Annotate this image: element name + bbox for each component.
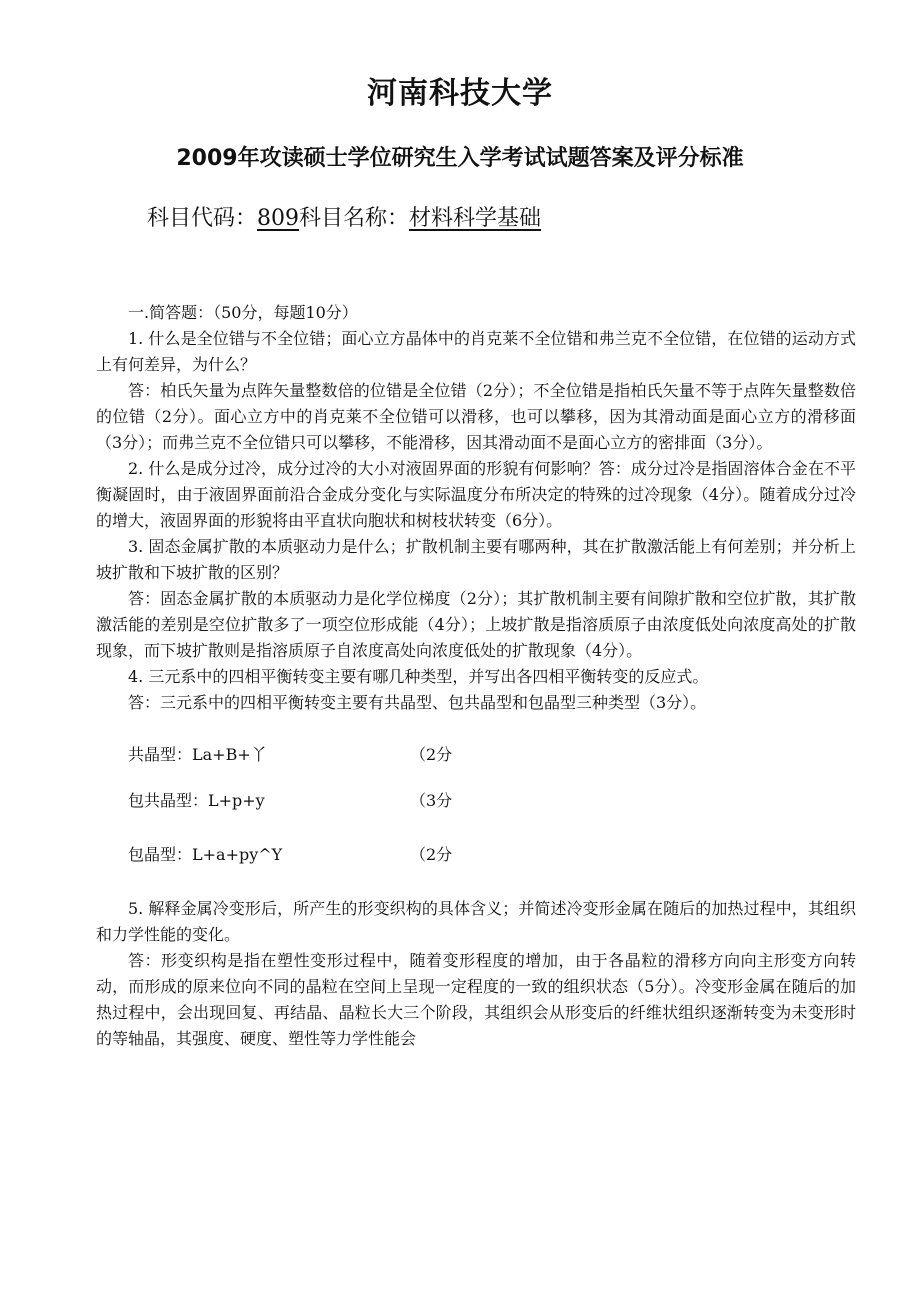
answer-5: 答：形变织构是指在塑性变形过程中，随着变形程度的增加，由于各晶粒的滑移方向向主形变方向转动，而形成的原来位向不同的晶粒在空间上呈现一定程度的一致的组织状态（5分）。冷变形金属在随后的加热过程中，会出现回复、再结晶、晶粒长大三个阶段，其组织会从形变后的纤维状组织逐渐转变为未变形时的等轴晶，其强度、硬度、塑性等力学性能会 — [96, 951, 856, 1048]
subject-code: 809 — [257, 206, 300, 231]
question-answer-2: 2. 什么是成分过冷，成分过冷的大小对液固界面的形貌有何影响？答：成分过冷是指固溶体合金在不平衡凝固时，由于液固界面前沿合金成分变化与实际温度分布所决定的特殊的过冷现象（4分）。随着成分过冷的增大，液固界面的形貌将由平直状向胞状和树枝状转变（6分）。 — [96, 459, 856, 530]
formula-eutectic — [96, 742, 856, 768]
question-3: 3. 固态金属扩散的本质驱动力是什么；扩散机制主要有哪两种，其在扩散激活能上有何差别；并分析上坡扩散和下坡扩散的区别？ — [96, 537, 856, 582]
exam-title: 2009年攻读硕士学位研究生入学考试试题答案及评分标准 — [176, 146, 744, 171]
university-title: 河南科技大学 — [367, 76, 553, 111]
formula-score: （3分 — [410, 791, 453, 810]
formula-score: （2分 — [410, 745, 453, 764]
subject-name-label: 科目名称： — [299, 206, 410, 231]
subject-code-label: 科目代码： — [147, 206, 258, 231]
question-5: 5. 解释金属冷变形后，所产生的形变织构的具体含义；并简述冷变形金属在随后的加热过程中，其组织和力学性能的变化。 — [96, 899, 856, 944]
subject-line — [147, 202, 541, 236]
formula-peritectic-eutectic — [96, 788, 856, 814]
answer-1: 答：柏氏矢量为点阵矢量整数倍的位错是全位错（2分）；不全位错是指柏氏矢量不等于点阵矢量整数倍的位错（2分）。面心立方中的肖克莱不全位错可以滑移，也可以攀移，因为其滑动面是面心立方的滑移面（3分）；而弗兰克不全位错只可以攀移，不能滑移，因其滑动面不是面心立方的密排面（3分）。 — [96, 381, 856, 452]
formula-peritectic — [96, 842, 856, 868]
section-heading: 一.简答题：（50分，每题10分） — [128, 303, 358, 322]
subject-name: 材料科学基础 — [409, 206, 542, 231]
question-4: 4. 三元系中的四相平衡转变主要有哪几种类型，并写出各四相平衡转变的反应式。 — [128, 667, 709, 686]
answer-4: 答：三元系中的四相平衡转变主要有共晶型、包共晶型和包晶型三种类型（3分）。 — [128, 693, 707, 712]
answer-content — [96, 300, 856, 1052]
formula-label: 包晶型：L+a+py^Y — [128, 845, 283, 864]
answer-3: 答：固态金属扩散的本质驱动力是化学位梯度（2分）；其扩散机制主要有间隙扩散和空位扩散，其扩散激活能的差别是空位扩散多了一项空位形成能（4分）；上坡扩散是指溶质原子由浓度低处向浓度高处的扩散现象，而下坡扩散则是指溶质原子自浓度高处向浓度低处的扩散现象（4分）。 — [96, 589, 856, 660]
formula-score: （2分 — [410, 845, 453, 864]
question-1: 1. 什么是全位错与不全位错；面心立方晶体中的肖克莱不全位错和弗兰克不全位错，在位错的运动方式上有何差异，为什么？ — [96, 329, 856, 374]
formula-label: 共晶型：La+B+丫 — [128, 745, 267, 764]
formula-label: 包共晶型：L+p+y — [128, 791, 265, 810]
